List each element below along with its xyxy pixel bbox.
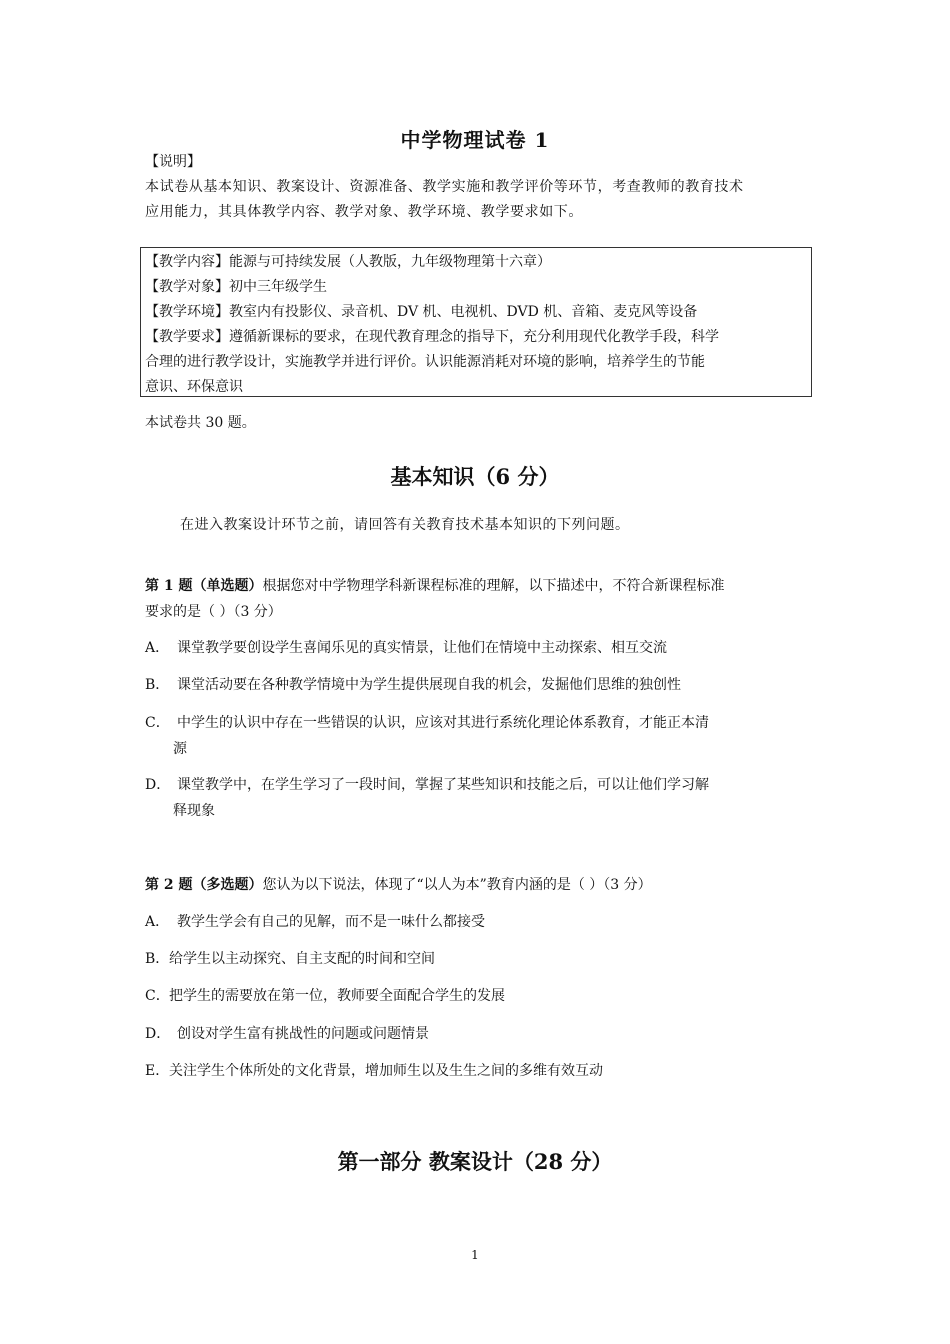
option-text-line-1: 中学生的认识中存在一些错误的认识，应该对其进行系统化理论体系教育，才能正本清 xyxy=(177,715,709,731)
option-text: 关注学生个体所处的文化背景，增加师生以及生生之间的多维有效互动 xyxy=(169,1063,603,1079)
note-label: 【说明】 xyxy=(145,154,201,170)
teaching-requirement-3: 意识、环保意识 xyxy=(145,379,243,395)
option-text: 把学生的需要放在第一位，教师要全面配合学生的发展 xyxy=(169,988,505,1004)
option-text: 创设对学生富有挑战性的问题或问题情景 xyxy=(177,1026,429,1042)
option-key: D． xyxy=(145,777,171,793)
question-2-option-b[interactable] xyxy=(145,946,810,972)
document-title: 中学物理试卷 1 xyxy=(400,128,550,152)
question-1-text-line-2: 要求的是（ ）（3 分） xyxy=(145,604,282,620)
option-key: B． xyxy=(145,951,170,967)
teaching-content: 【教学内容】能源与可持续发展（人教版，九年级物理第十六章） xyxy=(145,254,551,270)
total-questions: 本试卷共 30 题。 xyxy=(145,415,256,431)
question-2 xyxy=(145,872,810,898)
question-1-text-line-1: 根据您对中学物理学科新课程标准的理解，以下描述中，不符合新课程标准 xyxy=(262,578,725,594)
option-text-line-2: 源 xyxy=(173,741,187,757)
teaching-info-box xyxy=(140,247,812,397)
question-1-label: 第 1 题（单选题） xyxy=(145,578,263,594)
question-2-text: 您认为以下说法，体现了“以人为本”教育内涵的是（ ）（3 分） xyxy=(262,877,652,893)
teaching-requirement-2: 合理的进行教学设计，实施教学并进行评价。认识能源消耗对环境的影响，培养学生的节能 xyxy=(145,354,705,370)
option-text: 给学生以主动探究、自主支配的时间和空间 xyxy=(169,951,435,967)
teaching-environment: 【教学环境】教室内有投影仪、录音机、DV 机、电视机、DVD 机、音箱、麦克风等设备 xyxy=(145,304,698,320)
option-text: 教学生学会有自己的见解，而不是一味什么都接受 xyxy=(177,914,485,930)
question-2-option-d[interactable] xyxy=(145,1021,810,1047)
option-text: 课堂活动要在各种教学情境中为学生提供展现自我的机会，发掘他们思维的独创性 xyxy=(177,677,681,693)
section-lesson-design-title: 第一部分 教案设计（28 分） xyxy=(337,1149,613,1174)
section-basic-knowledge-title: 基本知识（6 分） xyxy=(390,464,560,489)
question-1-option-c[interactable] xyxy=(145,710,810,762)
option-key: C． xyxy=(145,988,170,1004)
option-text-line-2: 释现象 xyxy=(173,803,215,819)
option-text-line-1: 课堂教学中，在学生学习了一段时间，掌握了某些知识和技能之后，可以让他们学习解 xyxy=(177,777,709,793)
question-2-option-a[interactable] xyxy=(145,909,810,935)
question-2-label: 第 2 题（多选题） xyxy=(145,877,263,893)
note-line-1: 本试卷从基本知识、教案设计、资源准备、教学实施和教学评价等环节，考查教师的教育技术 xyxy=(145,179,744,195)
page-number: 1 xyxy=(471,1248,479,1262)
question-2-option-e[interactable] xyxy=(145,1058,810,1084)
option-key: E． xyxy=(145,1063,170,1079)
question-1-option-b[interactable] xyxy=(145,672,810,698)
option-key: D． xyxy=(145,1026,171,1042)
question-1 xyxy=(145,573,810,625)
note-line-2: 应用能力，其具体教学内容、教学对象、教学环境、教学要求如下。 xyxy=(145,204,583,220)
question-1-option-a[interactable] xyxy=(145,635,810,661)
teaching-requirement-1: 【教学要求】遵循新课标的要求，在现代教育理念的指导下，充分利用现代化教学手段，科学 xyxy=(145,329,719,345)
option-key: A． xyxy=(145,640,170,656)
question-1-option-d[interactable] xyxy=(145,772,810,824)
option-key: C． xyxy=(145,715,170,731)
question-2-option-c[interactable] xyxy=(145,983,810,1009)
option-key: B． xyxy=(145,677,170,693)
option-text: 课堂教学要创设学生喜闻乐见的真实情景，让他们在情境中主动探索、相互交流 xyxy=(177,640,667,656)
section-basic-knowledge-intro: 在进入教案设计环节之前，请回答有关教育技术基本知识的下列问题。 xyxy=(180,517,630,533)
teaching-audience: 【教学对象】初中三年级学生 xyxy=(145,279,327,295)
option-key: A． xyxy=(145,914,170,930)
